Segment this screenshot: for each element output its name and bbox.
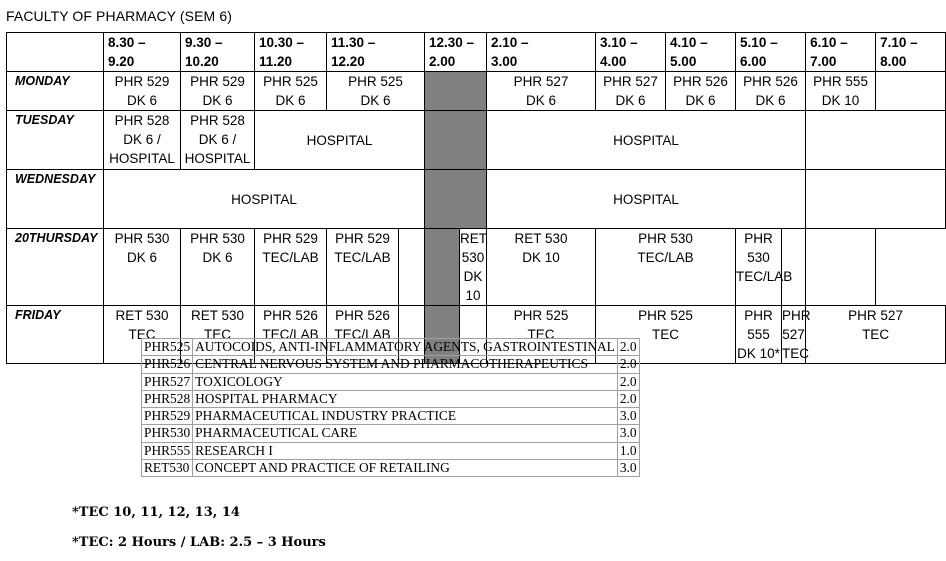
- class-cell-line: PHR 529: [335, 231, 390, 246]
- class-cell-line: PHR 526: [743, 74, 798, 89]
- time-slot-line: 6.10 –: [810, 35, 848, 50]
- class-cell: [596, 72, 666, 111]
- subject-credit: 3.0: [617, 460, 639, 477]
- class-cell: [736, 72, 806, 111]
- subject-credit: 2.0: [617, 373, 639, 390]
- class-cell-line: DK 10*: [737, 346, 780, 361]
- subject-name: PHARMACEUTICAL CARE: [193, 425, 618, 442]
- class-cell: [181, 229, 255, 306]
- subject-name: HOSPITAL PHARMACY: [193, 390, 618, 407]
- class-cell: [255, 229, 327, 306]
- class-cell-line: DK 6: [360, 93, 391, 108]
- time-slot-line: 8.00: [880, 54, 907, 69]
- subject-credit: 2.0: [617, 390, 639, 407]
- time-slot-line: 4.00: [600, 54, 627, 69]
- note-tec-rooms: *TEC 10, 11, 12, 13, 14: [72, 505, 240, 520]
- class-cell-line: DK 6: [526, 93, 557, 108]
- class-cell: [806, 306, 946, 364]
- class-cell-line: PHR 527: [513, 74, 569, 89]
- time-slot-header: [487, 33, 596, 72]
- class-cell: [782, 306, 811, 364]
- subject-name: AUTOCOIDS, ANTI-INFLAMMATORY AGENTS, GASTROINTESTINAL: [193, 339, 618, 356]
- class-cell-line: TEC/LAB: [736, 269, 793, 284]
- subject-credit: 1.0: [617, 442, 639, 459]
- class-cell-line: RET 530: [190, 308, 245, 323]
- subject-row: [142, 356, 640, 373]
- class-cell-line: HOSPITAL: [613, 132, 679, 148]
- time-slot-line: 11.20: [259, 54, 293, 69]
- header-corner: [7, 33, 104, 72]
- lunch-break-cell: [425, 170, 487, 229]
- class-cell-line: PHR 525: [638, 308, 693, 323]
- time-slot-line: 6.00: [740, 54, 767, 69]
- time-slot-line: 3.00: [491, 54, 518, 69]
- subject-name: CENTRAL NERVOUS SYSTEM AND PHARMACOTHERAPEUTICS: [193, 356, 618, 373]
- class-cell-line: RET 530: [460, 231, 488, 265]
- class-cell-line: DK 6 /: [198, 132, 237, 147]
- class-cell-line: TEC: [862, 327, 890, 342]
- class-cell-line: PHR 529: [114, 74, 170, 89]
- class-cell: [104, 111, 181, 170]
- empty-cell: [782, 229, 806, 306]
- class-cell-line: TEC: [652, 327, 680, 342]
- class-cell: [104, 170, 425, 229]
- time-slot-header: [666, 33, 736, 72]
- class-cell: [487, 72, 596, 111]
- class-cell-line: PHR 530: [744, 231, 773, 265]
- time-slot-line: 10.30 –: [259, 35, 305, 50]
- empty-cell: [399, 229, 425, 306]
- day-label: FRIDAY: [7, 306, 104, 364]
- subject-code: PHR526: [142, 356, 193, 373]
- class-cell-line: PHR 530: [114, 231, 170, 246]
- time-slot-header: [876, 33, 946, 72]
- class-cell: [181, 111, 255, 170]
- class-cell-line: PHR 528: [114, 113, 170, 128]
- time-slot-line: 5.00: [670, 54, 697, 69]
- class-cell: [487, 229, 596, 306]
- time-slot-line: 9.20: [108, 54, 135, 69]
- subject-code: PHR555: [142, 442, 193, 459]
- class-cell: [596, 229, 736, 306]
- class-cell: [460, 229, 487, 306]
- class-cell-line: HOSPITAL: [613, 191, 679, 207]
- class-cell-line: DK 6: [755, 93, 786, 108]
- class-cell-line: PHR 527: [603, 74, 658, 89]
- subject-row: [142, 373, 640, 390]
- class-cell: [181, 72, 255, 111]
- class-cell-line: TEC/LAB: [262, 250, 319, 265]
- class-cell-line: TEC/LAB: [334, 327, 391, 342]
- subject-row: [142, 339, 640, 356]
- time-slot-line: 2.00: [429, 54, 456, 69]
- class-cell-line: TEC: [527, 327, 555, 342]
- time-slot-header: [104, 33, 181, 72]
- class-cell-line: DK 6: [202, 250, 233, 265]
- class-cell-line: PHR 527: [782, 308, 811, 342]
- timetable: [6, 32, 946, 364]
- empty-cell: [876, 72, 946, 111]
- subject-row: [142, 442, 640, 459]
- class-cell: [736, 306, 782, 364]
- day-label: TUESDAY: [7, 111, 104, 170]
- time-slot-header: [736, 33, 806, 72]
- time-slot-line: 2.10 –: [491, 35, 529, 50]
- empty-cell: [806, 111, 946, 170]
- subject-name: PHARMACEUTICAL INDUSTRY PRACTICE: [193, 408, 618, 425]
- time-slot-line: 4.10 –: [670, 35, 708, 50]
- subject-credit: 3.0: [617, 425, 639, 442]
- day-label: MONDAY: [7, 72, 104, 111]
- class-cell-line: TEC/LAB: [637, 250, 694, 265]
- time-slot-line: 3.10 –: [600, 35, 638, 50]
- class-cell-line: PHR 555: [813, 74, 868, 89]
- subject-code: RET530: [142, 460, 193, 477]
- time-slot-line: 10.20: [185, 54, 219, 69]
- class-cell: [487, 111, 806, 170]
- class-cell-line: HOSPITAL: [231, 191, 297, 207]
- class-cell-line: PHR 525: [348, 74, 403, 89]
- subject-name: CONCEPT AND PRACTICE OF RETAILING: [193, 460, 618, 477]
- subject-code: PHR529: [142, 408, 193, 425]
- class-cell-line: TEC/LAB: [334, 250, 391, 265]
- subject-row: [142, 425, 640, 442]
- class-cell-line: DK 10: [463, 269, 483, 303]
- class-cell: [736, 229, 793, 306]
- class-cell: [487, 170, 806, 229]
- subjects-table: [141, 338, 640, 477]
- class-cell: [104, 229, 181, 306]
- class-cell-line: PHR 526: [673, 74, 728, 89]
- subject-row: [142, 408, 640, 425]
- subject-credit: 2.0: [617, 356, 639, 373]
- class-cell-line: PHR 530: [190, 231, 245, 246]
- time-slot-line: 8.30 –: [108, 35, 146, 50]
- subject-name: RESEARCH I: [193, 442, 618, 459]
- class-cell: [104, 72, 181, 111]
- time-slot-header: [255, 33, 327, 72]
- page-title: FACULTY OF PHARMACY (SEM 6): [6, 8, 232, 24]
- subject-code: PHR528: [142, 390, 193, 407]
- class-cell: [255, 111, 425, 170]
- class-cell-line: DK 6: [126, 93, 157, 108]
- class-cell-line: PHR 525: [513, 308, 569, 323]
- subject-name: TOXICOLOGY: [193, 373, 618, 390]
- class-cell-line: DK 6 /: [123, 132, 161, 147]
- class-cell-line: PHR 526: [263, 308, 318, 323]
- class-cell: [327, 229, 399, 306]
- class-cell-line: DK 10: [522, 250, 560, 265]
- empty-cell: [806, 170, 946, 229]
- class-cell-line: DK 10: [821, 93, 860, 108]
- class-cell-line: HOSPITAL: [109, 151, 175, 166]
- time-slot-line: 9.30 –: [185, 35, 223, 50]
- class-cell-line: HOSPITAL: [184, 151, 251, 166]
- lunch-break-cell: [425, 72, 487, 111]
- class-cell-line: TEC: [204, 327, 231, 342]
- class-cell: [327, 72, 425, 111]
- class-cell-line: PHR 555: [744, 308, 773, 342]
- class-cell-line: TEC: [128, 327, 156, 342]
- lunch-break-cell: [425, 111, 487, 170]
- empty-cell: [806, 229, 876, 306]
- class-cell-line: PHR 529: [190, 74, 245, 89]
- class-cell-line: PHR 529: [263, 231, 318, 246]
- class-cell: [666, 72, 736, 111]
- day-label: WEDNESDAY: [7, 170, 104, 229]
- time-slot-header: [327, 33, 425, 72]
- time-slot-header: [181, 33, 255, 72]
- time-slot-line: 11.30 –: [331, 35, 376, 50]
- class-cell-line: DK 6: [126, 250, 157, 265]
- subject-credit: 3.0: [617, 408, 639, 425]
- class-cell-line: DK 6: [685, 93, 716, 108]
- class-cell-line: TEC: [782, 346, 810, 361]
- time-slot-line: 12.20: [331, 54, 365, 69]
- class-cell: [255, 72, 327, 111]
- time-slot-line: 5.10 –: [740, 35, 778, 50]
- class-cell-line: HOSPITAL: [306, 132, 373, 148]
- class-cell-line: DK 6: [275, 93, 306, 108]
- class-cell-line: RET 530: [115, 308, 169, 323]
- lunch-break-cell: [425, 229, 460, 306]
- class-cell-line: PHR 528: [190, 113, 245, 128]
- class-cell-line: TEC/LAB: [262, 327, 319, 342]
- time-slot-line: 12.30 –: [429, 35, 475, 50]
- day-label: 20THURSDAY: [7, 229, 104, 306]
- subject-code: PHR525: [142, 339, 193, 356]
- time-slot-header: [425, 33, 487, 72]
- class-cell-line: PHR 526: [335, 308, 390, 323]
- time-slot-line: 7.10 –: [880, 35, 918, 50]
- class-cell: [806, 72, 876, 111]
- subject-code: PHR527: [142, 373, 193, 390]
- time-slot-header: [806, 33, 876, 72]
- class-cell-line: DK 6: [202, 93, 233, 108]
- subject-code: PHR530: [142, 425, 193, 442]
- class-cell-line: PHR 530: [638, 231, 693, 246]
- subject-row: [142, 460, 640, 477]
- time-slot-line: 7.00: [810, 54, 837, 69]
- note-tec-hours: *TEC: 2 Hours / LAB: 2.5 – 3 Hours: [72, 535, 326, 550]
- subject-credit: 2.0: [617, 339, 639, 356]
- class-cell-line: DK 6: [615, 93, 646, 108]
- class-cell-line: PHR 525: [263, 74, 318, 89]
- time-slot-header: [596, 33, 666, 72]
- class-cell-line: PHR 527: [848, 308, 903, 323]
- subject-row: [142, 390, 640, 407]
- class-cell-line: RET 530: [514, 231, 568, 246]
